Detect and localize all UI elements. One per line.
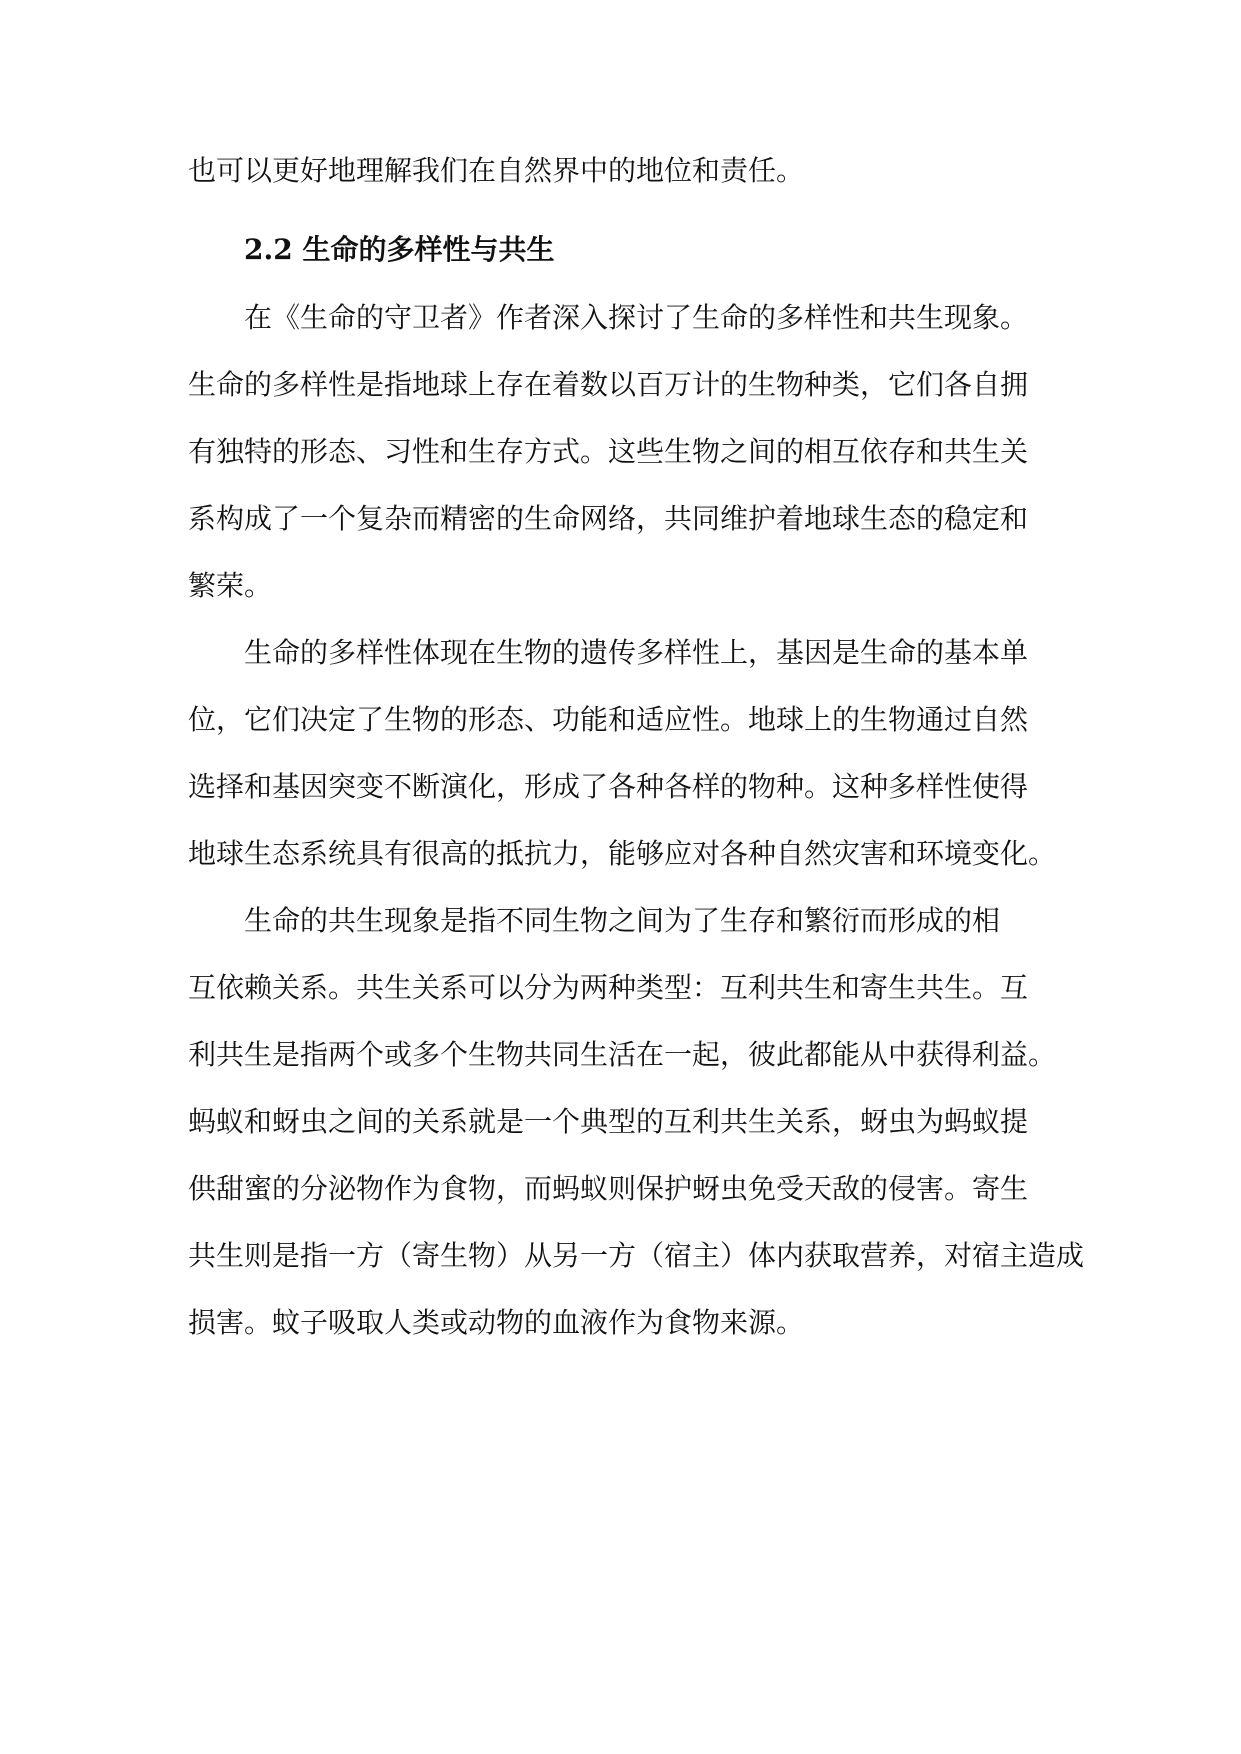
body-line: 利共生是指两个或多个生物共同生活在一起，彼此都能从中获得利益。 xyxy=(188,1038,1057,1071)
paragraph-first-line: 生命的多样性体现在生物的遗传多样性上，基因是生命的基本单 xyxy=(244,636,1029,669)
paragraph-first-line: 生命的共生现象是指不同生物之间为了生存和繁衍而形成的相 xyxy=(244,904,1001,937)
body-line: 共生则是指一方（寄生物）从另一方（宿主）体内获取营养，对宿主造成 xyxy=(188,1239,1085,1272)
body-line: 位，它们决定了生物的形态、功能和适应性。地球上的生物通过自然 xyxy=(188,703,1029,736)
body-line: 生命的多样性是指地球上存在着数以百万计的生物种类，它们各自拥 xyxy=(188,368,1029,401)
body-line: 有独特的形态、习性和生存方式。这些生物之间的相互依存和共生关 xyxy=(188,435,1029,468)
body-line: 繁荣。 xyxy=(188,569,273,602)
body-line: 损害。蚊子吸取人类或动物的血液作为食物来源。 xyxy=(188,1306,805,1339)
body-line: 蚂蚁和蚜虫之间的关系就是一个典型的互利共生关系，蚜虫为蚂蚁提 xyxy=(188,1105,1029,1138)
body-line: 供甜蜜的分泌物作为食物，而蚂蚁则保护蚜虫免受天敌的侵害。寄生 xyxy=(188,1172,1029,1205)
body-line: 地球生态系统具有很高的抵抗力，能够应对各种自然灾害和环境变化。 xyxy=(188,837,1057,870)
paragraph-first-line: 在《生命的守卫者》作者深入探讨了生命的多样性和共生现象。 xyxy=(244,301,1029,334)
body-line: 选择和基因突变不断演化，形成了各种各样的物种。这种多样性使得 xyxy=(188,770,1029,803)
body-line: 系构成了一个复杂而精密的生命网络，共同维护着地球生态的稳定和 xyxy=(188,502,1029,535)
body-line: 互依赖关系。共生关系可以分为两种类型：互利共生和寄生共生。互 xyxy=(188,971,1029,1004)
section-heading: 2.2 生命的多样性与共生 xyxy=(244,233,555,266)
body-line: 也可以更好地理解我们在自然界中的地位和责任。 xyxy=(188,154,805,187)
